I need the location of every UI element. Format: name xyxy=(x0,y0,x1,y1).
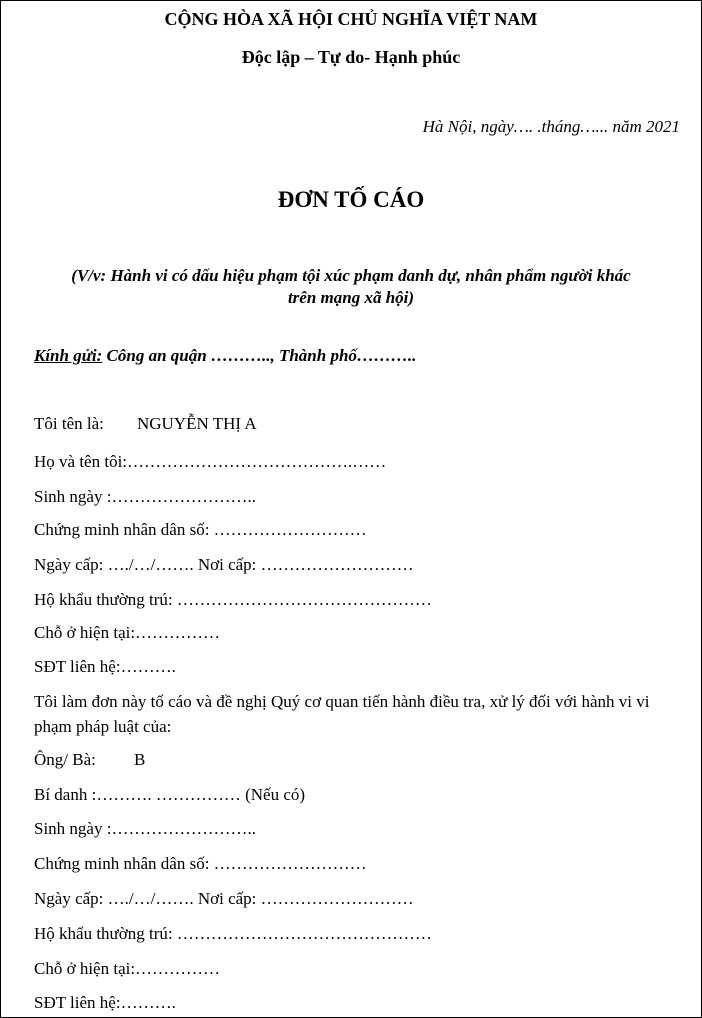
accused-residence-line: Hộ khẩu thường trú: ……………………………………… xyxy=(34,924,432,943)
recipient-value: Công an quận ……….., Thành phố……….. xyxy=(102,346,417,365)
complainant-residence-line: Hộ khẩu thường trú: ……………………………………… xyxy=(34,590,432,609)
subject-line-1: (V/v: Hành vi có dấu hiệu phạm tội xúc phạm danh dự, nhân phẩm người khác xyxy=(71,266,631,285)
accused-name-line xyxy=(34,750,145,770)
complainant-name-label: Tôi tên là: xyxy=(34,414,104,433)
complainant-address-line: Chỗ ở hiện tại:…………… xyxy=(34,623,221,642)
complainant-phone-line: SĐT liên hệ:………. xyxy=(34,657,176,676)
recipient-label: Kính gửi: xyxy=(34,346,103,365)
date-line: Hà Nội, ngày…. .tháng…... năm 2021 xyxy=(422,117,680,136)
accused-address-line: Chỗ ở hiện tại:…………… xyxy=(34,959,221,978)
motto-heading: Độc lập – Tự do- Hạnh phúc xyxy=(241,47,461,67)
complainant-id-line: Chứng minh nhân dân số: ……………………… xyxy=(34,520,367,539)
accused-name-value: B xyxy=(134,750,146,769)
accused-dob-line: Sinh ngày :…………………….. xyxy=(34,819,256,838)
request-paragraph: Tôi làm đơn này tố cáo và đề nghị Quý cơ quan tiến hành điều tra, xử lý đối với hành vi vi phạm pháp luật của: xyxy=(34,692,650,736)
accused-name-label: Ông/ Bà: xyxy=(34,750,96,769)
document-title: ĐƠN TỐ CÁO xyxy=(277,187,425,212)
complainant-issue-line: Ngày cấp: …./…/……. Nơi cấp: ……………………… xyxy=(34,555,414,574)
accused-phone-line: SĐT liên hệ:………. xyxy=(34,993,176,1012)
national-name-heading: CỘNG HÒA XÃ HỘI CHỦ NGHĨA VIỆT NAM xyxy=(164,9,538,29)
complainant-dob-line: Sinh ngày :…………………….. xyxy=(34,487,256,506)
subject-line-2: trên mạng xã hội) xyxy=(287,288,415,307)
subject-block xyxy=(1,265,701,309)
complainant-fullname-line: Họ và tên tôi:………………………………….…… xyxy=(34,452,387,471)
complainant-name-line xyxy=(34,414,257,434)
accused-issue-line: Ngày cấp: …./…/……. Nơi cấp: ……………………… xyxy=(34,889,414,908)
complainant-name-value: NGUYỄN THỊ A xyxy=(137,414,257,433)
accused-alias-line: Bí danh :………. …………… (Nếu có) xyxy=(34,785,306,804)
recipient-line xyxy=(34,346,416,366)
accused-id-line: Chứng minh nhân dân số: ……………………… xyxy=(34,854,367,873)
